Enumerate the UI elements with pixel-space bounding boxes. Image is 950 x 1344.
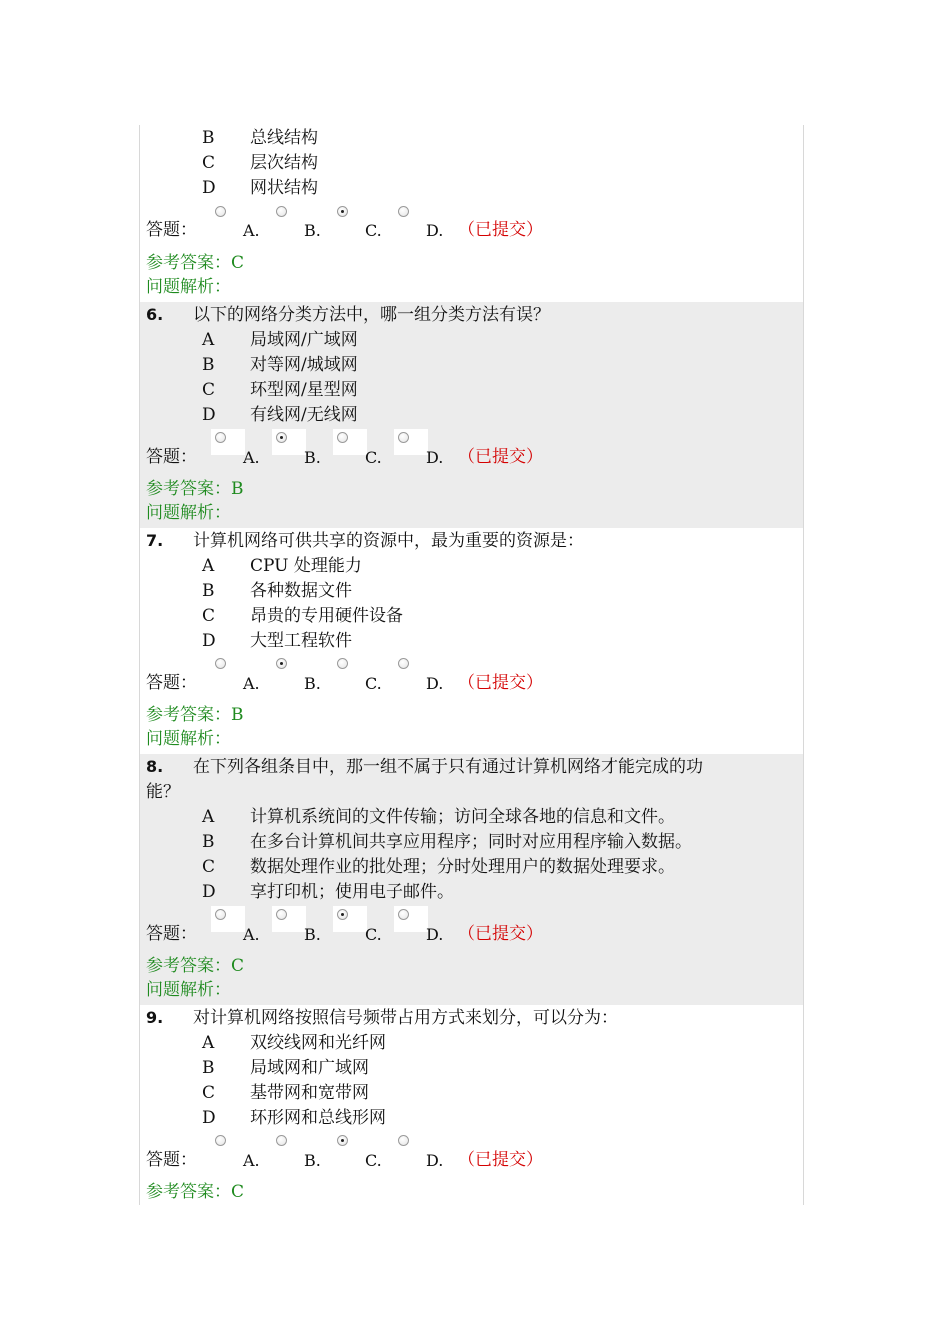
radio-option-d[interactable] — [394, 906, 428, 932]
radio-selected-icon — [337, 206, 348, 217]
option-key: B — [202, 355, 215, 375]
radio-option-a[interactable] — [211, 203, 245, 229]
question-number: 9. — [146, 1008, 164, 1027]
choice-letter-b: B. — [304, 448, 321, 467]
question-6-block — [140, 302, 803, 528]
radio-selected-icon — [337, 909, 348, 920]
question-text: 以下的网络分类方法中，哪一组分类方法有误？ — [193, 305, 550, 325]
choice-letter-c: C. — [365, 674, 382, 693]
radio-selected-icon — [276, 432, 287, 443]
analysis-label: 问题解析： — [146, 277, 231, 297]
radio-option-a[interactable] — [211, 906, 245, 932]
option-key: C — [202, 857, 216, 877]
submitted-status: （已提交） — [458, 447, 543, 467]
answer-label: 答题： — [146, 1150, 197, 1170]
option-key: A — [202, 1033, 215, 1053]
radio-option-c[interactable] — [333, 429, 367, 455]
analysis-label: 问题解析： — [146, 729, 231, 749]
choice-letter-c: C. — [365, 221, 382, 240]
radio-circle-icon — [398, 909, 409, 920]
radio-circle-icon — [398, 432, 409, 443]
option-text: 在多台计算机间共享应用程序；同时对应用程序输入数据。 — [250, 832, 692, 852]
option-text: 对等网/城域网 — [250, 355, 358, 375]
choice-letter-c: C. — [365, 1151, 382, 1170]
choice-letter-d: D. — [426, 674, 444, 693]
question-number: 8. — [146, 757, 164, 776]
radio-circle-icon — [276, 206, 287, 217]
radio-option-d[interactable] — [394, 655, 428, 681]
submitted-status: （已提交） — [458, 924, 543, 944]
choice-letter-a: A. — [243, 925, 260, 944]
radio-option-b[interactable] — [272, 906, 306, 932]
radio-option-d[interactable] — [394, 429, 428, 455]
radio-option-a[interactable] — [211, 1132, 245, 1158]
option-key: A — [202, 807, 215, 827]
option-key: D — [202, 1108, 216, 1128]
radio-circle-icon — [215, 658, 226, 669]
choice-letter-b: B. — [304, 221, 321, 240]
radio-option-b[interactable] — [272, 203, 306, 229]
option-text: 各种数据文件 — [250, 581, 352, 601]
question-8-block — [140, 754, 803, 1005]
option-text: 大型工程软件 — [250, 631, 352, 651]
submitted-status: （已提交） — [458, 673, 543, 693]
radio-circle-icon — [215, 909, 226, 920]
option-key: D — [202, 178, 216, 198]
option-text: 基带网和宽带网 — [250, 1083, 369, 1103]
choice-letter-c: C. — [365, 448, 382, 467]
radio-option-c[interactable] — [333, 655, 367, 681]
option-key: C — [202, 153, 216, 173]
question-text-line-2: 能？ — [146, 782, 180, 802]
choice-letter-a: A. — [243, 448, 260, 467]
option-key: B — [202, 832, 215, 852]
choice-letter-d: D. — [426, 448, 444, 467]
option-key: C — [202, 606, 216, 626]
option-key: A — [202, 330, 215, 350]
submitted-status: （已提交） — [458, 1150, 543, 1170]
reference-answer: 参考答案：C — [146, 956, 245, 976]
question-text: 计算机网络可供共享的资源中，最为重要的资源是： — [193, 531, 584, 551]
option-text: 局域网和广域网 — [250, 1058, 369, 1078]
choice-letter-b: B. — [304, 674, 321, 693]
radio-circle-icon — [398, 206, 409, 217]
radio-option-b[interactable] — [272, 1132, 306, 1158]
radio-circle-icon — [276, 909, 287, 920]
option-text: CPU 处理能力 — [250, 556, 362, 576]
choice-letter-c: C. — [365, 925, 382, 944]
reference-answer: 参考答案：B — [146, 479, 244, 499]
radio-selected-icon — [337, 1135, 348, 1146]
option-text: 环形网和总线形网 — [250, 1108, 386, 1128]
choice-letter-a: A. — [243, 1151, 260, 1170]
question-text-line-1: 在下列各组条目中，那一组不属于只有通过计算机网络才能完成的功 — [193, 757, 703, 777]
option-key: B — [202, 581, 215, 601]
radio-circle-icon — [215, 206, 226, 217]
radio-circle-icon — [398, 1135, 409, 1146]
option-text: 有线网/无线网 — [250, 405, 358, 425]
radio-selected-icon — [276, 658, 287, 669]
option-key: C — [202, 1083, 216, 1103]
answer-label: 答题： — [146, 220, 197, 240]
analysis-label: 问题解析： — [146, 503, 231, 523]
option-text: 环型网/星型网 — [250, 380, 358, 400]
question-5-block — [140, 125, 803, 302]
option-text: 计算机系统间的文件传输；访问全球各地的信息和文件。 — [250, 807, 675, 827]
option-key: A — [202, 556, 215, 576]
option-key: B — [202, 128, 215, 148]
radio-option-d[interactable] — [394, 1132, 428, 1158]
question-7-block — [140, 528, 803, 754]
option-text: 网状结构 — [250, 178, 318, 198]
radio-circle-icon — [215, 432, 226, 443]
question-number: 6. — [146, 305, 164, 324]
reference-answer: 参考答案：C — [146, 253, 245, 273]
radio-circle-icon — [215, 1135, 226, 1146]
answer-label: 答题： — [146, 673, 197, 693]
analysis-label: 问题解析： — [146, 980, 231, 1000]
radio-option-b[interactable] — [272, 429, 306, 455]
choice-letter-b: B. — [304, 925, 321, 944]
option-key: D — [202, 882, 216, 902]
question-number: 7. — [146, 531, 164, 550]
reference-answer: 参考答案：B — [146, 705, 244, 725]
reference-answer: 参考答案：C — [146, 1182, 245, 1202]
radio-option-c[interactable] — [333, 1132, 367, 1158]
radio-circle-icon — [337, 658, 348, 669]
radio-option-b[interactable] — [272, 655, 306, 681]
answer-label: 答题： — [146, 447, 197, 467]
question-text: 对计算机网络按照信号频带占用方式来划分，可以分为： — [193, 1008, 618, 1028]
option-text: 享打印机；使用电子邮件。 — [250, 882, 454, 902]
option-text: 双绞线网和光纤网 — [250, 1033, 386, 1053]
option-text: 层次结构 — [250, 153, 318, 173]
choice-letter-a: A. — [243, 221, 260, 240]
option-text: 总线结构 — [250, 128, 318, 148]
radio-option-a[interactable] — [211, 429, 245, 455]
radio-option-c[interactable] — [333, 906, 367, 932]
radio-option-d[interactable] — [394, 203, 428, 229]
option-key: C — [202, 380, 216, 400]
radio-circle-icon — [398, 658, 409, 669]
answer-label: 答题： — [146, 924, 197, 944]
question-sheet — [139, 125, 804, 1205]
option-text: 昂贵的专用硬件设备 — [250, 606, 403, 626]
choice-letter-d: D. — [426, 925, 444, 944]
radio-circle-icon — [276, 1135, 287, 1146]
radio-circle-icon — [337, 432, 348, 443]
radio-option-c[interactable] — [333, 203, 367, 229]
option-text: 数据处理作业的批处理；分时处理用户的数据处理要求。 — [250, 857, 675, 877]
choice-letter-a: A. — [243, 674, 260, 693]
question-9-block — [140, 1005, 803, 1205]
option-key: D — [202, 631, 216, 651]
option-text: 局域网/广域网 — [250, 330, 358, 350]
choice-letter-b: B. — [304, 1151, 321, 1170]
choice-letter-d: D. — [426, 221, 444, 240]
choice-letter-d: D. — [426, 1151, 444, 1170]
option-key: B — [202, 1058, 215, 1078]
submitted-status: （已提交） — [458, 220, 543, 240]
radio-option-a[interactable] — [211, 655, 245, 681]
option-key: D — [202, 405, 216, 425]
